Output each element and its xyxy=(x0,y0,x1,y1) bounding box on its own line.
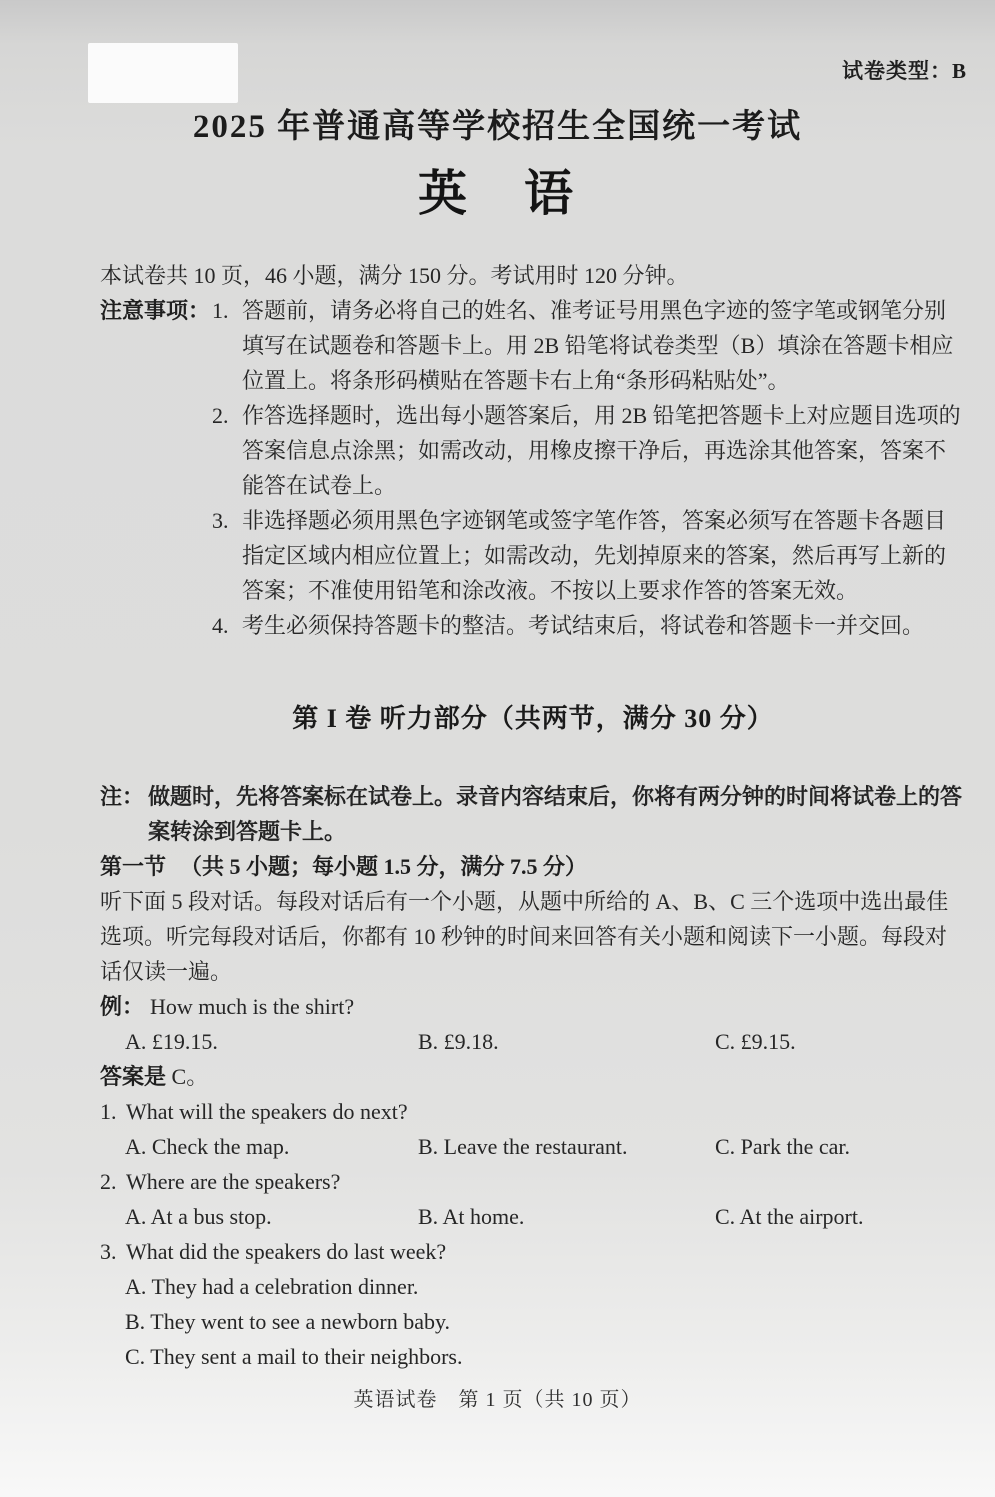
example-question-line xyxy=(100,989,966,1024)
question-3-option-b: B. They went to see a newborn baby. xyxy=(125,1309,451,1334)
question-text: What will the speakers do next? xyxy=(126,1099,408,1124)
notice-item-text: 答题前，请务必将自己的姓名、准考证号用黑色字迹的签字笔或钢笔分别填写在试题卷和答题卡上。用 2B 铅笔将试卷类型（B）填涂在答题卡相应位置上。将条形码横贴在答题卡右上角“条形码粘贴处”。 xyxy=(242,298,954,393)
question-2-options-row xyxy=(100,1199,966,1234)
part-1-meta: （共 5 小题；每小题 1.5 分，满分 7.5 分） xyxy=(180,854,588,879)
redaction-box xyxy=(88,43,238,103)
notice-item xyxy=(212,503,966,608)
notice-item xyxy=(212,398,966,503)
example-label: 例： xyxy=(100,994,145,1019)
question-3 xyxy=(100,1234,966,1269)
notice-item-number: 1. xyxy=(212,298,229,323)
question-3-option-a: A. They had a celebration dinner. xyxy=(125,1274,419,1299)
listening-note xyxy=(100,779,966,849)
note-text: 做题时，先将答案标在试卷上。录音内容结束后，你将有两分钟的时间将试卷上的答案转涂到答题卡上。 xyxy=(148,784,963,844)
example-option-a: A. £19.15. xyxy=(125,1029,218,1054)
question-1-option-b: B. Leave the restaurant. xyxy=(418,1134,628,1159)
question-number: 1. xyxy=(100,1099,117,1124)
question-3-option-c: C. They sent a mail to their neighbors. xyxy=(125,1344,463,1369)
example-options-row xyxy=(100,1024,966,1059)
notice-item-number: 2. xyxy=(212,403,229,428)
question-1-option-c: C. Park the car. xyxy=(715,1134,851,1159)
example-option-b: B. £9.18. xyxy=(418,1029,499,1054)
notice-item xyxy=(212,293,966,398)
notice-item xyxy=(212,608,966,643)
part-1-heading xyxy=(100,849,966,884)
example-answer-value: C。 xyxy=(171,1064,209,1089)
question-2-option-a: A. At a bus stop. xyxy=(125,1204,272,1229)
example-answer-label: 答案是 xyxy=(100,1064,167,1089)
part-1-instructions: 听下面 5 段对话。每段对话后有一个小题，从题中所给的 A、B、C 三个选项中选出最佳选项。听完每段对话后，你都有 10 秒钟的时间来回答有关小题和阅读下一小题。每段对话仅读一遍。 xyxy=(100,889,949,984)
section-1-heading: 第 I 卷 听力部分（共两节，满分 30 分） xyxy=(292,704,774,733)
notice-item-text: 非选择题必须用黑色字迹钢笔或签字笔作答，答案必须写在答题卡各题目指定区域内相应位置上；如需改动，先划掉原来的答案，然后再写上新的答案；不准使用铅笔和涂改液。不按以上要求作答的答案无效。 xyxy=(242,508,947,603)
notice-item-text: 作答选择题时，选出每小题答案后，用 2B 铅笔把答题卡上对应题目选项的答案信息点涂黑；如需改动，用橡皮擦干净后，再选涂其他答案，答案不能答在试卷上。 xyxy=(242,403,961,498)
notice-item-number: 4. xyxy=(212,613,229,638)
paper-info-line: 本试卷共 10 页，46 小题，满分 150 分。考试用时 120 分钟。 xyxy=(100,263,689,288)
notice-items xyxy=(212,293,966,643)
notice-label: 注意事项： xyxy=(100,298,211,323)
question-number: 2. xyxy=(100,1169,117,1194)
question-text: Where are the speakers? xyxy=(126,1169,341,1194)
example-question-text: How much is the shirt? xyxy=(150,994,355,1019)
notice-item-text: 考生必须保持答题卡的整洁。考试结束后，将试卷和答题卡一并交回。 xyxy=(242,613,925,638)
part-1-label: 第一节 xyxy=(100,854,167,879)
example-option-c: C. £9.15. xyxy=(715,1029,796,1054)
question-text: What did the speakers do last week? xyxy=(126,1239,447,1264)
example-answer-line xyxy=(100,1059,966,1094)
question-2-option-b: B. At home. xyxy=(418,1204,525,1229)
exam-subject: 英 语 xyxy=(417,166,577,221)
page-footer: 英语试卷 第 1 页（共 10 页） xyxy=(353,1389,642,1411)
note-label: 注： xyxy=(100,784,145,809)
paper-type-label: 试卷类型：B xyxy=(841,59,967,83)
question-1-options-row xyxy=(100,1129,966,1164)
question-2 xyxy=(100,1164,966,1199)
notice-item-number: 3. xyxy=(212,508,229,533)
notice-block xyxy=(100,293,966,643)
question-number: 3. xyxy=(100,1239,117,1264)
page-body xyxy=(100,258,966,1374)
question-1-option-a: A. Check the map. xyxy=(125,1134,290,1159)
exam-title: 2025 年普通高等学校招生全国统一考试 xyxy=(192,109,803,145)
question-3-options-stack xyxy=(100,1269,966,1374)
question-2-option-c: C. At the airport. xyxy=(715,1204,864,1229)
question-1 xyxy=(100,1094,966,1129)
